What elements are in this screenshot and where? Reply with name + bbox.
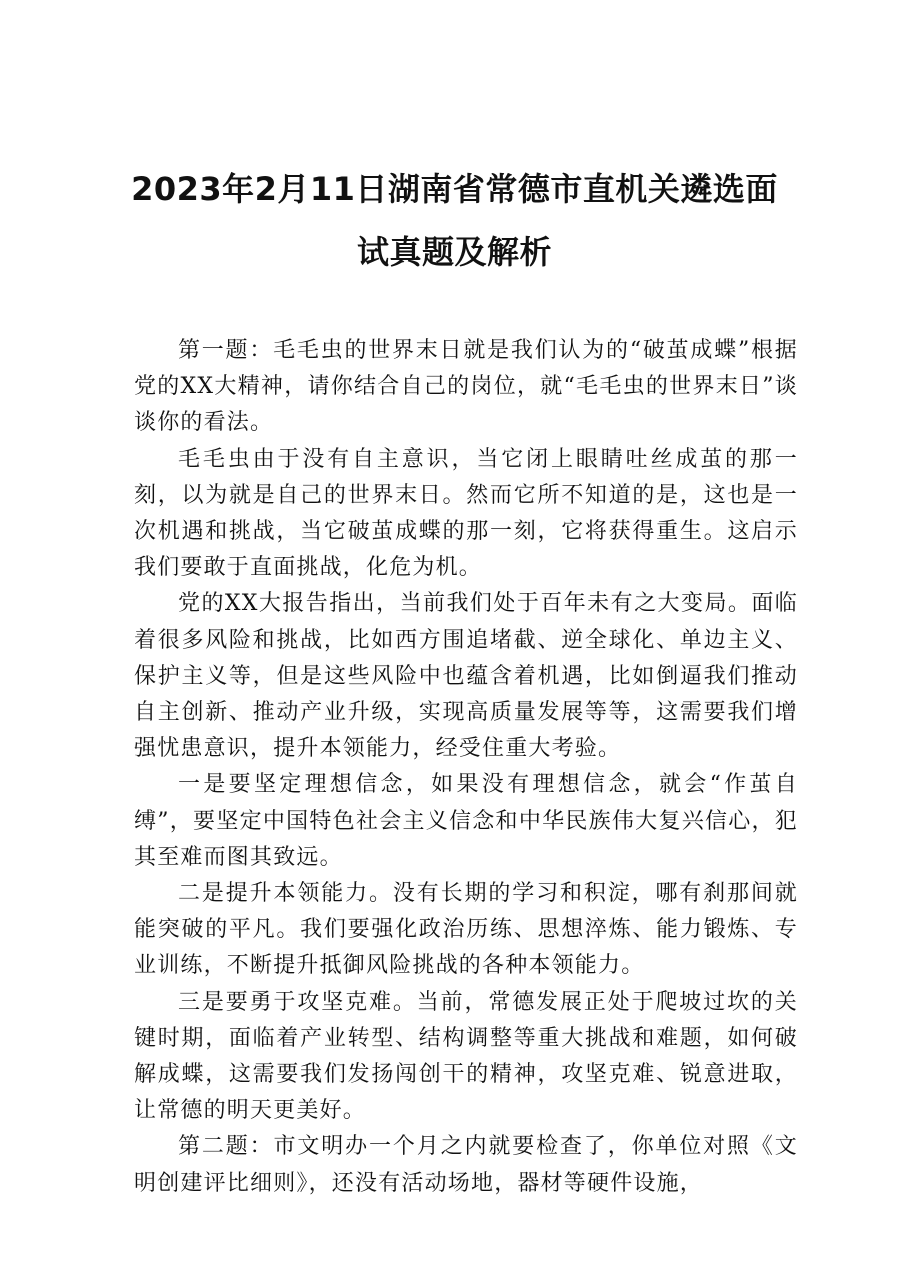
paragraph-party-report: 党的XX大报告指出，当前我们处于百年未有之大变局。面临着很多风险和挑战，比如西方围追堵截、逆全球化、单边主义、保护主义等，但是这些风险中也蕴含着机遇，比如倒逼我们推动自主创新、推动产业升级，实现高质量发展等等，这需要我们增强忧患意识，提升本领能力，经受住重大考验。 [134, 591, 798, 762]
title-line-1: 2023年2月11日湖南省常德市直机关遴选面 [131, 170, 778, 208]
document-title [100, 158, 809, 284]
paragraph-question-2: 第二题：市文明办一个月之内就要检查了，你单位对照《文明创建评比细则》，还没有活动场地，器材等硬件设施， [134, 1134, 798, 1196]
paragraph-caterpillar: 毛毛虫由于没有自主意识，当它闭上眼睛吐丝成茧的那一刻，以为就是自己的世界末日。然而它所不知道的是，这也是一次机遇和挑战，当它破茧成蝶的那一刻，它将获得重生。这启示我们要敢于直面挑战，化危为机。 [134, 446, 798, 581]
paragraph-point-3: 三是要勇于攻坚克难。当前，常德发展正处于爬坡过坎的关键时期，面临着产业转型、结构调整等重大挑战和难题，如何破解成蝶，这需要我们发扬闯创干的精神，攻坚克难、锐意进取，让常德的明天更美好。 [134, 989, 798, 1124]
paragraph-point-2: 二是提升本领能力。没有长期的学习和积淀，哪有刹那间就能突破的平凡。我们要强化政治历练、思想淬炼、能力锻炼、专业训练，不断提升抵御风险挑战的各种本领能力。 [134, 881, 798, 979]
document-body [134, 333, 798, 1202]
paragraph-point-1: 一是要坚定理想信念，如果没有理想信念，就会“作茧自缚”，要坚定中国特色社会主义信念和中华民族伟大复兴信心，犯其至难而图其致远。 [134, 772, 798, 870]
title-line-2: 试真题及解析 [356, 233, 552, 271]
paragraph-question-1: 第一题：毛毛虫的世界末日就是我们认为的“破茧成蝶”根据党的XX大精神，请你结合自己的岗位，就“毛毛虫的世界末日”谈谈你的看法。 [134, 338, 798, 436]
